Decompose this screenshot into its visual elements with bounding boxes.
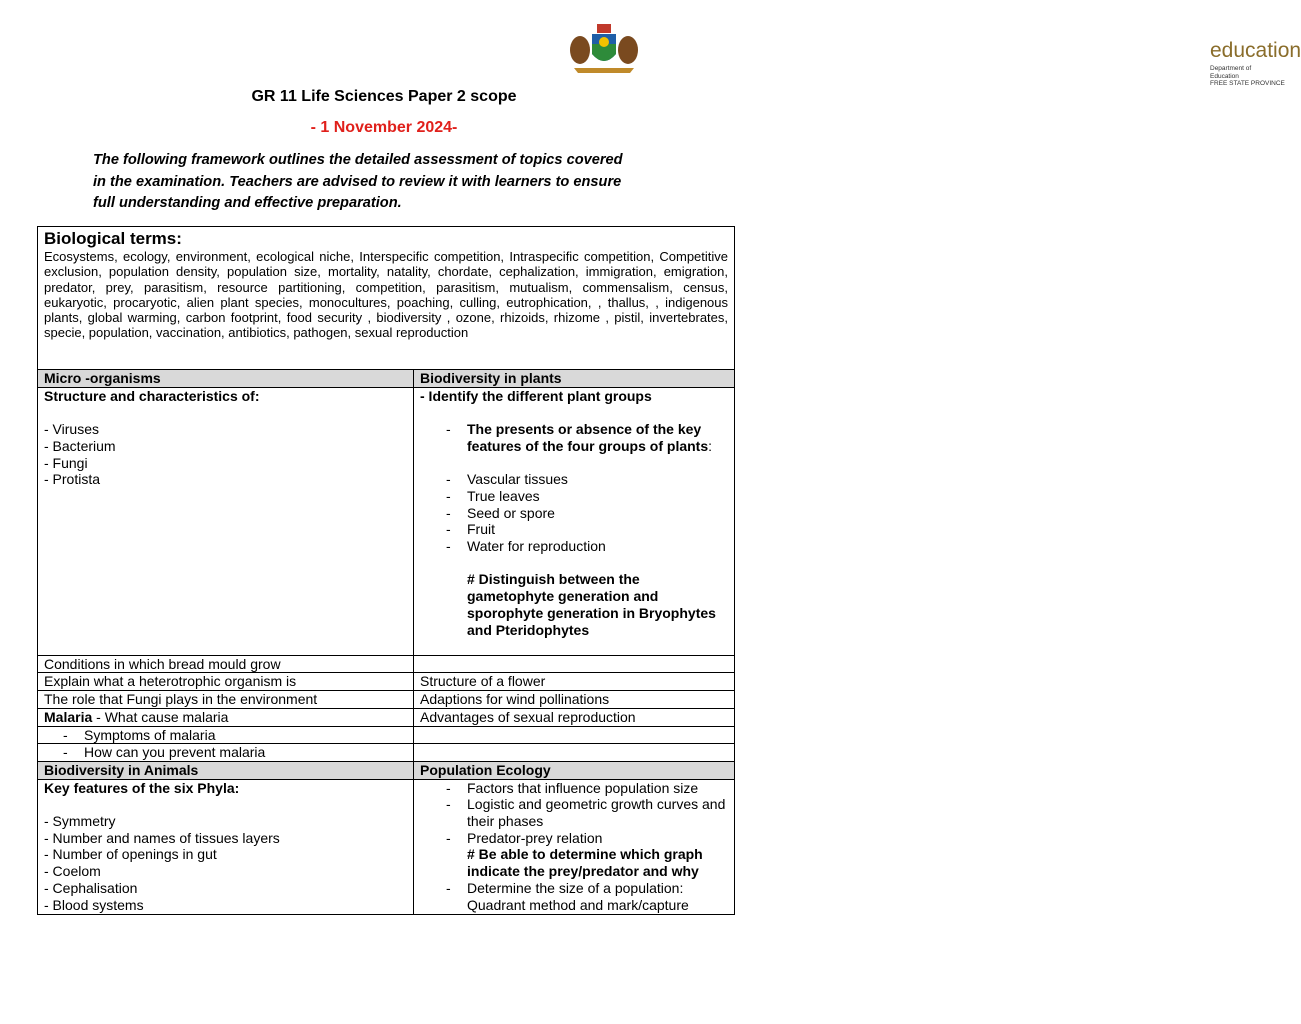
micro-heading: Micro -organisms [38,370,414,388]
list-item: - How can you prevent malaria [58,744,407,761]
list-item: - Fungi [44,454,88,471]
plants-distinguish-note: # Distinguish between the gametophyte generation and sporophyte generation in Bryophytes and Pteridophytes [467,571,716,638]
table-cell: Advantages of sexual reproduction [414,708,735,726]
coat-of-arms-icon [566,18,642,74]
table-cell: Adaptions for wind pollinations [414,691,735,709]
list-item: - Logistic and geometric growth curves and their phases [441,796,728,829]
list-item: - Bacterium [44,437,116,454]
ecology-note: # Be able to determine which graph indicate the prey/predator and why [467,846,703,880]
scope-table [37,226,735,915]
ecology-cell [414,779,735,915]
list-item: - Seed or spore [441,505,728,522]
list-item: - Coelom [44,863,101,880]
malaria-symptoms-cell [38,726,414,744]
list-item: - Number of openings in gut [44,846,217,863]
malaria-prevention-cell [38,744,414,762]
plants-subheading: - Identify the different plant groups [420,387,652,404]
animals-list [44,813,407,913]
logo-subtitle: Department of Education FREE STATE PROVINCE [1210,65,1285,87]
logo-wordmark: education [1210,39,1301,62]
micro-cell [38,387,414,655]
list-item: - Symptoms of malaria [58,727,407,744]
plants-cell [414,387,735,655]
terms-list: Ecosystems, ecology, environment, ecological niche, Interspecific competition, Intraspecific competition, Competitive exclusion, population density, population size, mortality, natality, chordate, cephalization, immigration, emigration, predator, prey, parasitism, resource partitioning, competition, parasitism, mutualism, commensalism, census, eukaryotic, procaryotic, alien plant species, monocultures, poaching, culling, eutrophication, , thallus, , indigenous plants, global warming, carbon footprint, food security , biodiversity , ozone, rhizoids, rhizome , pistil, invertebrates, specie, population, vaccination, antibiotics, pathogen, sexual reproduction [44,249,729,341]
department-logo [566,18,1301,87]
table-cell: The role that Fungi plays in the environment [38,691,414,709]
exam-date: - 1 November 2024- [310,119,458,136]
terms-row [38,227,735,370]
list-item: - True leaves [441,488,728,505]
ecology-list [420,780,728,847]
list-item: - Protista [44,471,101,488]
list-item: - The presents or absence of the key features of the four groups of plants: [441,421,728,454]
list-item: - Cephalisation [44,879,138,896]
terms-heading: Biological terms: [44,229,182,248]
table-cell [414,726,735,744]
plants-key-list [420,421,728,454]
list-item: - Factors that influence population size [441,780,728,797]
animals-heading: Biodiversity in Animals [38,761,414,779]
list-item: - Blood systems [44,896,144,913]
animals-subheading: Key features of the six Phyla: [44,779,240,796]
table-cell: Conditions in which bread mould grow [38,655,414,673]
page-title: GR 11 Life Sciences Paper 2 scope [251,88,517,105]
table-cell [414,655,735,673]
table-cell [414,744,735,762]
ecology-heading: Population Ecology [414,761,735,779]
micro-subheading: Structure and characteristics of: [44,387,260,404]
list-item: - Predator-prey relation [441,830,728,847]
table-cell: Structure of a flower [414,673,735,691]
list-item: - Symmetry [44,813,116,830]
list-item: - Fruit [441,521,728,538]
plants-heading: Biodiversity in plants [414,370,735,388]
list-item: - Vascular tissues [441,471,728,488]
plants-feature-list [420,471,728,555]
list-item: - Determine the size of a population: Quadrant method and mark/capture [441,880,728,913]
list-item: - Water for reproduction [441,538,728,555]
table-cell: Explain what a heterotrophic organism is [38,673,414,691]
animals-cell [38,779,414,915]
micro-list [44,421,407,488]
intro-paragraph: The following framework outlines the detailed assessment of topics covered in the examination. Teachers are advised to review it with learners to ensure full understanding and effective preparation. [93,152,623,211]
malaria-cell: Malaria - What cause malaria [38,708,414,726]
list-item: - Viruses [44,421,99,438]
list-item: - Number and names of tissues layers [44,829,280,846]
